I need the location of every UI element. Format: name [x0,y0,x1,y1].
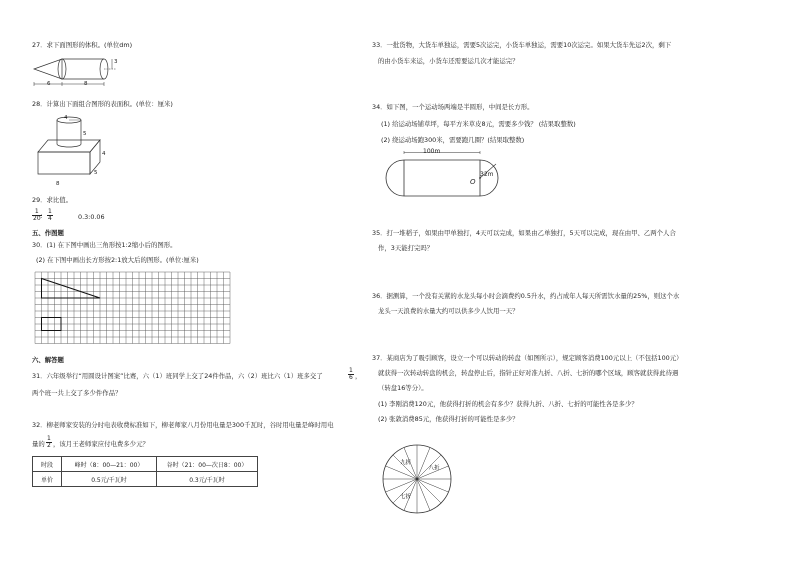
q31-frac-num: 1 [349,367,353,374]
q37-text-a: 37．某商店为了吸引顾客，设立一个可以转动的转盘（如图所示），规定顾客消费100元以上（不包括100元） [372,354,683,362]
track-radius-label: 32m [480,171,494,178]
q31-text-c: 两个班一共上交了多少件作品？ [32,389,122,397]
q27-dim-6: 6 [47,81,51,87]
q32-fraction [46,436,52,449]
table-cell: 单价 [33,472,62,487]
q29-frac2-den: 4 [48,215,52,222]
q32-text-a: 32．柳老师家安装的分时电表收费标准如下，柳老师家八月份用电量是300千瓦时，谷时用电量是峰时用电 [32,421,334,429]
q37-text-c: （转盘16等分）。 [378,384,428,392]
q32-text-post: ，该月王老师家应付电费多少元？ [53,440,149,448]
q28-dim-8: 8 [56,181,60,187]
q28-dim-4b: 4 [102,151,106,157]
q37-text-b: 就获得一次转动转盘的机会，转盘停止后，指针正好对准九折、八折、七折的哪个区域，顾客就获得此待遇 [378,369,679,377]
q35-text-a: 35．打一堆稻子，如果由甲单独打，4天可以完成，如果由乙单独打，5天可以完成，现在由甲、乙两个人合 [372,229,676,237]
section-5-heading: 五、作图题 [32,229,64,237]
wheel-sector-label: 九折 [400,460,412,467]
q31-text-a: 31．六年级举行“用圆设计图案”比赛，六（1）班同学上交了24件作品，六（2）班比六（1）班多交了 [32,372,323,380]
q29-frac1-num: 1 [32,209,42,216]
q29-colon: ： [40,212,47,220]
table-cell: 0.3元/千瓦时 [157,472,258,487]
table-row [33,457,258,472]
q33-text-a: 33．一批货物，大货车单独运，需要5次运完，小货车单独运，需要10次运完。如果大货车先运2次，剩下 [372,41,672,49]
q32-text-pre: 量的 [32,440,45,448]
q29-fraction-2 [47,209,53,222]
q37-text-d: (1) 李刚消费120元，他获得打折的机会有多少？获得九折、八折、七折的可能性各是多少？ [378,400,638,408]
q32-frac-num: 1 [47,435,51,442]
q27-text: 27．求下面图形的体积。(单位dm) [32,41,133,49]
track-center-label: O [470,178,476,186]
q32-frac-den: 2 [47,442,51,449]
q31-fraction [348,368,354,381]
q30-part1: 30．(1) 在下图中画出三角形按1:2缩小后的图形。 [32,241,177,249]
q29-frac2-num: 1 [48,208,52,215]
q29-text: 29．求比值。 [32,196,73,204]
electricity-rate-table [32,456,258,487]
q27-dim-3: 3 [114,59,118,65]
q30-grid [35,272,235,348]
q36-text-b: 龙头一天浪费的水量大约可以供多少人饮用一天？ [378,307,519,315]
q28-figure [34,114,114,182]
table-cell: 峰时（8：00—21：00） [62,457,157,472]
q33-text-b: 的由小货车来运，小货车还需要运几次才能运完？ [378,57,519,65]
q28-dim-4: 4 [64,115,68,121]
q28-dim-5b: 5 [94,170,98,176]
q31-comma: ， [355,372,362,380]
q29-frac1-den: 20 [33,215,41,222]
q37-text-e: (2) 张敦消费85元，他获得打折的可能性是多少？ [378,415,519,423]
q28-dim-5a: 5 [83,131,87,137]
wheel-sector-label: 八折 [428,465,440,472]
q35-text-b: 作，3天能打完吗？ [378,244,434,252]
q36-text-a: 36．据测算，一个没有关紧的水龙头每小时会滴费约0.5升水，约占成年人每天所需饮水量的25%，则这个水 [372,292,680,300]
table-cell: 时段 [33,457,62,472]
section-6-heading: 六、解答题 [32,356,64,364]
q29-ratio-2: 0.3:0.06 [78,213,105,221]
q34-text-c: (2) 绕运动场跑300米，需要跑几圈？(结果取整数) [381,136,525,144]
q27-dim-8: 8 [84,81,88,87]
track-length-label: 100m [423,148,441,155]
table-cell: 0.5元/千瓦时 [62,472,157,487]
q28-text: 28．计算出下面组合图形的表面积。(单位：厘米) [32,100,173,108]
spinner-wheel [380,442,454,516]
q34-text-a: 34．如下图，一个运动场两端是半圆形，中间是长方形。 [372,103,534,111]
table-cell: 谷时（21：00—次日8：00） [157,457,258,472]
q34-text-b: (1) 给运动场铺草坪，每平方米草皮8元，需要多少钱？ (结果取整数) [381,120,576,128]
q31-frac-den: 6 [349,374,353,381]
table-row [33,472,258,487]
q30-part2: (2) 在下图中画出长方形按2:1放大后的图形。(单位:厘米) [36,256,199,264]
grid-triangle [42,279,101,299]
wheel-sector-label: 七折 [400,493,412,500]
